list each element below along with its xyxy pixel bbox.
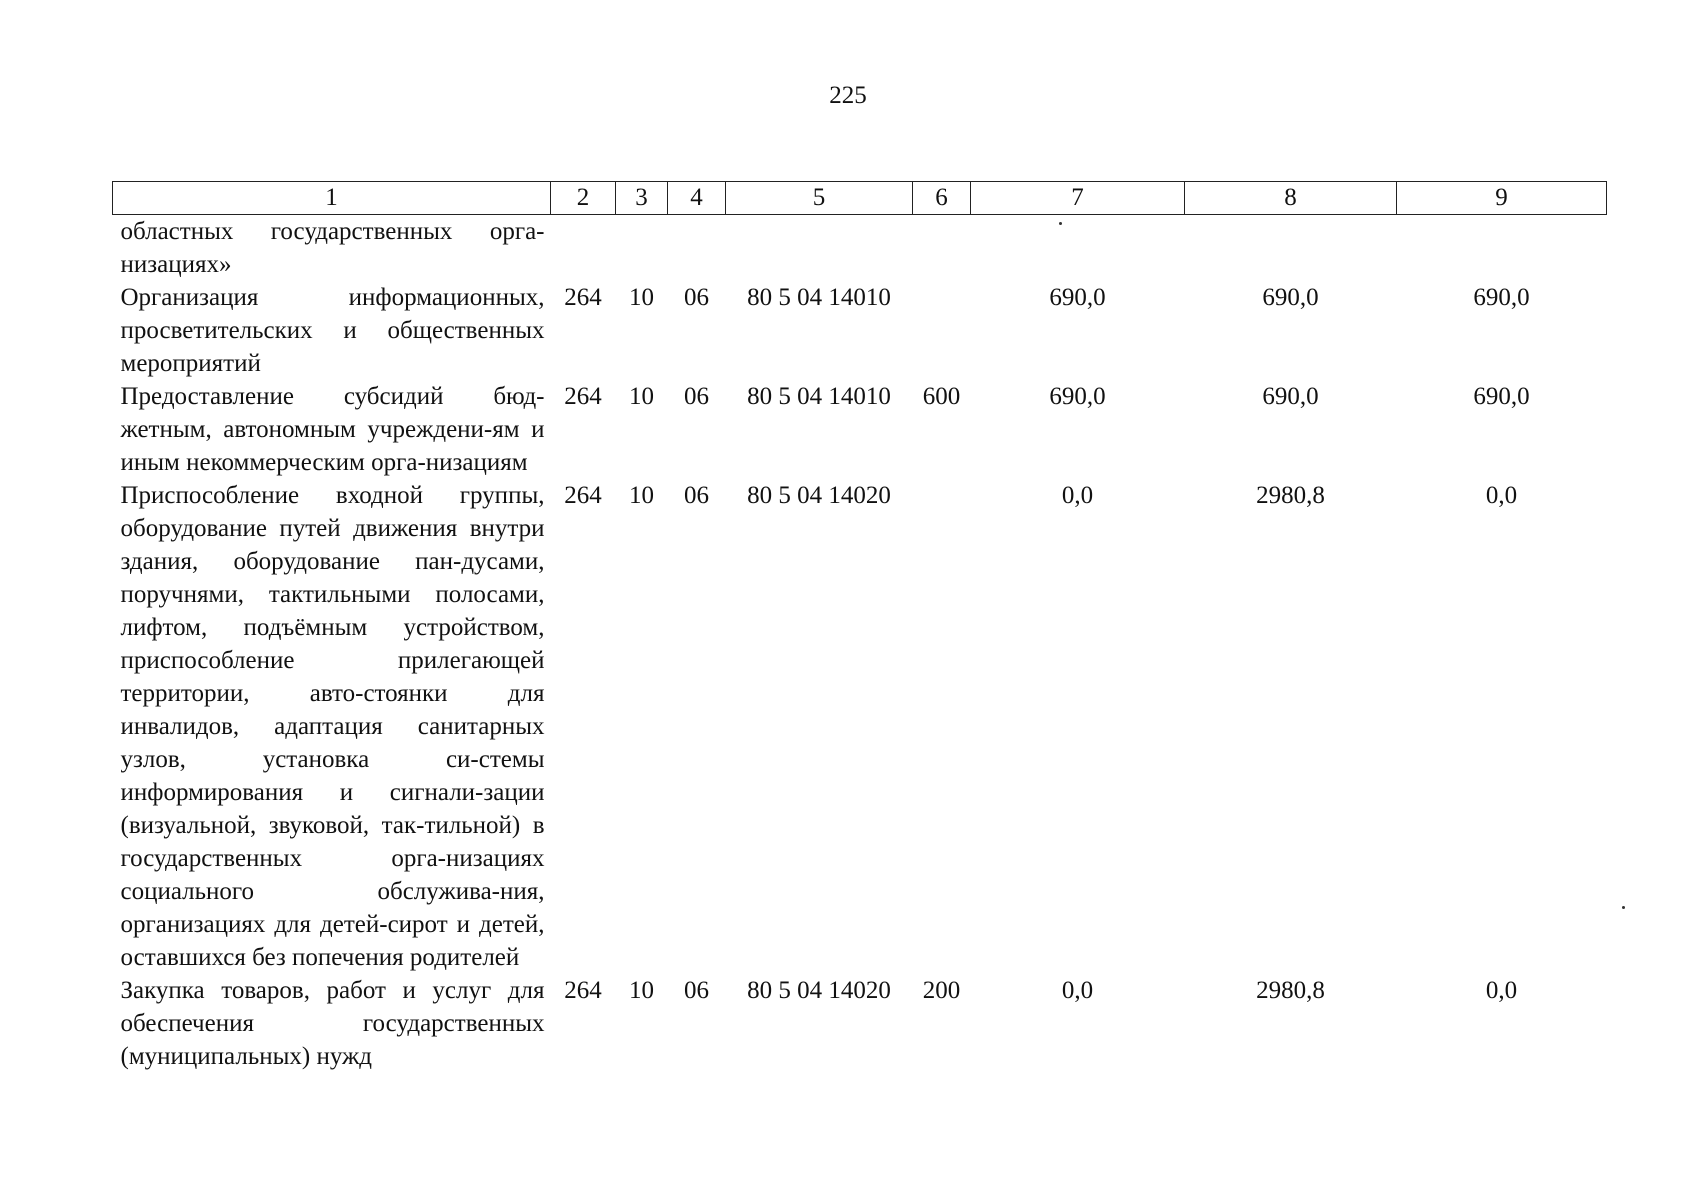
cell-col9: 0,0 <box>1485 977 1518 1004</box>
column-header-9: 9 <box>1397 182 1607 215</box>
cell-col6 <box>913 215 971 282</box>
table-row <box>113 974 1607 1073</box>
cell-col3: 10 <box>629 482 654 509</box>
column-header-2: 2 <box>551 182 616 215</box>
cell-col6 <box>913 479 971 974</box>
cell-col7: 690,0 <box>1049 383 1106 410</box>
scan-speck <box>1059 222 1062 225</box>
cell-col2: 264 <box>564 284 602 311</box>
table-row <box>113 380 1607 479</box>
cell-col6: 200 <box>922 977 961 1004</box>
column-header-6: 6 <box>913 182 971 215</box>
row-name: областных государственных орга-низациях» <box>120 218 545 278</box>
cell-col9: 690,0 <box>1473 284 1530 311</box>
cell-col5: 80 5 04 14010 <box>747 284 891 311</box>
cell-col8: 690,0 <box>1262 383 1319 410</box>
column-header-4: 4 <box>668 182 726 215</box>
cell-col2: 264 <box>564 482 602 509</box>
cell-col7: 690,0 <box>1049 284 1106 311</box>
column-header-3: 3 <box>616 182 668 215</box>
budget-table <box>112 181 1607 1073</box>
cell-col5 <box>726 215 913 282</box>
cell-col9 <box>1397 215 1607 282</box>
cell-col9: 0,0 <box>1485 482 1518 509</box>
cell-col4: 06 <box>684 977 709 1004</box>
scan-speck <box>1622 906 1625 909</box>
header-row <box>113 182 1607 215</box>
cell-col3: 10 <box>629 383 654 410</box>
cell-col2 <box>551 215 616 282</box>
column-header-7: 7 <box>971 182 1185 215</box>
row-name: Приспособление входной группы, оборудование путей движения внутри здания, оборудование пан-дусами, поручнями, тактильными полосами, лифтом, подъёмным устройством, приспособление прилегающей территории, авто-стоянки для инвалидов, адаптация санитарных узлов, установка си-стемы информирования и сигнали-зации (визуальной, звуковой, так-тильной) в государственных орга-низациях социального обслужива-ния, организациях для детей-сирот и детей, оставшихся без попечения родителей <box>120 482 545 971</box>
cell-col6: 600 <box>922 383 961 410</box>
cell-col4 <box>668 215 726 282</box>
cell-col8: 2980,8 <box>1256 482 1325 509</box>
cell-col7: 0,0 <box>1061 977 1094 1004</box>
cell-col5: 80 5 04 14020 <box>747 977 891 1004</box>
page-number: 225 <box>829 82 867 109</box>
cell-col4: 06 <box>684 482 709 509</box>
cell-col8 <box>1185 215 1397 282</box>
cell-col5: 80 5 04 14020 <box>747 482 891 509</box>
column-header-1: 1 <box>113 182 551 215</box>
cell-col4: 06 <box>684 383 709 410</box>
table-row <box>113 215 1607 282</box>
column-header-8: 8 <box>1185 182 1397 215</box>
cell-col8: 690,0 <box>1262 284 1319 311</box>
table-body <box>113 215 1607 1074</box>
column-header-5: 5 <box>726 182 913 215</box>
cell-col9: 690,0 <box>1473 383 1530 410</box>
row-name: Предоставление субсидий бюд-жетным, автономным учреждени-ям и иным некоммерческим орга-низациям <box>120 383 545 476</box>
table-row <box>113 479 1607 974</box>
cell-col3: 10 <box>629 284 654 311</box>
cell-col5: 80 5 04 14010 <box>747 383 891 410</box>
cell-col3: 10 <box>629 977 654 1004</box>
cell-col4: 06 <box>684 284 709 311</box>
table-row <box>113 281 1607 380</box>
cell-col6 <box>913 281 971 380</box>
cell-col7: 0,0 <box>1061 482 1094 509</box>
cell-col2: 264 <box>564 977 602 1004</box>
cell-col3 <box>616 215 668 282</box>
row-name: Организация информационных, просветительских и общественных мероприятий <box>120 284 545 377</box>
table-header <box>113 182 1607 215</box>
row-name: Закупка товаров, работ и услуг для обеспечения государственных (муниципальных) нужд <box>120 977 545 1070</box>
cell-col2: 264 <box>564 383 602 410</box>
cell-col7 <box>971 215 1185 282</box>
cell-col8: 2980,8 <box>1256 977 1325 1004</box>
